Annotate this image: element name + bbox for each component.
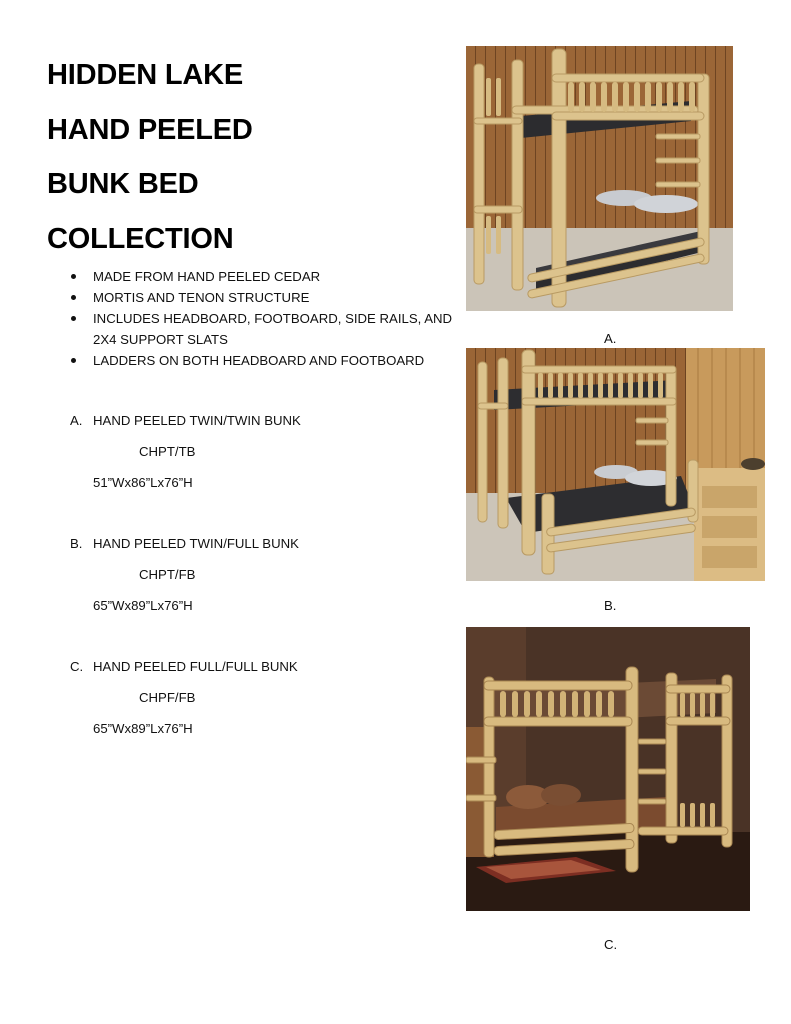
title-line-4: COLLECTION: [47, 222, 234, 255]
feature-item: MADE FROM HAND PEELED CEDAR: [70, 266, 453, 287]
product-letter: B.: [70, 536, 83, 551]
feature-item: INCLUDES HEADBOARD, FOOTBOARD, SIDE RAILS, AND 2X4 SUPPORT SLATS: [70, 308, 453, 350]
product-letter: C.: [70, 659, 84, 674]
collection-title: [47, 48, 253, 266]
title-line-2: HAND PEELED: [47, 113, 253, 146]
product-name: HAND PEELED TWIN/FULL BUNK: [93, 536, 299, 551]
title-line-3: BUNK BED: [47, 168, 199, 200]
photo-caption-c: C.: [604, 937, 618, 952]
product-code: CHPF/FB: [139, 690, 196, 705]
photo-full-full-bunk: [466, 627, 750, 911]
product-dimensions: 65”Wx89”Lx76”H: [93, 598, 193, 613]
product-dimensions: 65”Wx89”Lx76”H: [93, 721, 193, 736]
photo-caption-a: A.: [604, 331, 617, 346]
feature-item: MORTIS AND TENON STRUCTURE: [70, 287, 453, 308]
photo-twin-twin-bunk: [466, 46, 733, 311]
product-name: HAND PEELED FULL/FULL BUNK: [93, 659, 298, 674]
product-name: HAND PEELED TWIN/TWIN BUNK: [93, 413, 301, 428]
product-letter: A.: [70, 413, 83, 428]
product-code: CHPT/FB: [139, 567, 196, 582]
photo-caption-b: B.: [604, 598, 617, 613]
feature-item: LADDERS ON BOTH HEADBOARD AND FOOTBOARD: [70, 350, 453, 371]
feature-list: [70, 266, 453, 371]
title-line-1: HIDDEN LAKE: [47, 59, 243, 91]
product-dimensions: 51”Wx86”Lx76”H: [93, 475, 193, 490]
product-code: CHPT/TB: [139, 444, 196, 459]
photo-twin-full-bunk: [466, 348, 765, 581]
